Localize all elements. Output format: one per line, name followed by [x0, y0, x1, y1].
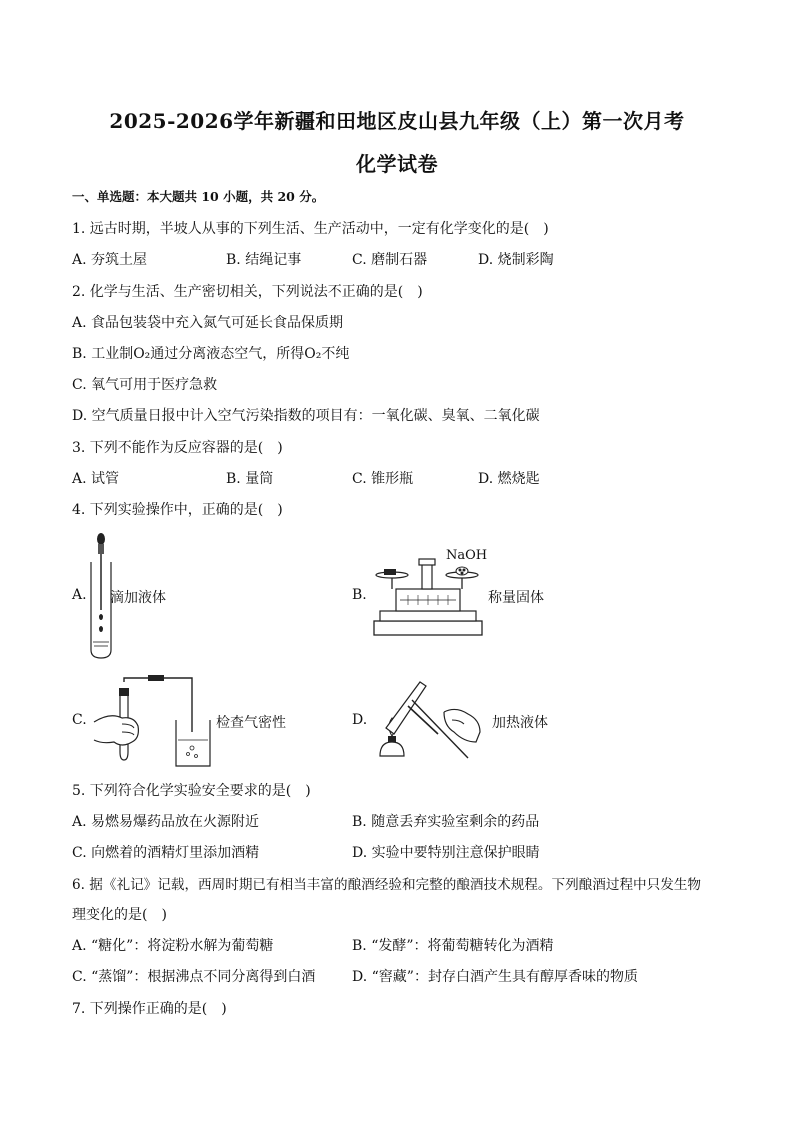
q6-option-a: A. “糖化”：将淀粉水解为葡萄糖	[72, 938, 274, 954]
q4-option-a-label: 滴加液体	[110, 590, 166, 606]
q1-option-a: A. 夯筑土屋	[72, 252, 148, 268]
q5-option-a: A. 易燃易爆药品放在火源附近	[72, 814, 260, 830]
exam-title-line1: 2025-2026学年新疆和田地区皮山县九年级（上）第一次月考	[109, 109, 685, 133]
q4-option-b-letter: B.	[352, 587, 367, 603]
q5-option-c: C. 向燃着的酒精灯里添加酒精	[72, 845, 260, 861]
q6-option-d: D. “窖藏”：封存白酒产生具有醇厚香味的物质	[352, 969, 638, 985]
q3-option-d: D. 燃烧匙	[478, 471, 540, 487]
question-6-stem-line2: 理变化的是( )	[72, 907, 167, 923]
q1-option-c: C. 磨制石器	[352, 252, 428, 268]
q4-option-d-letter: D.	[352, 712, 368, 728]
q2-option-d: D. 空气质量日报中计入空气污染指数的项目有：一氧化碳、臭氧、二氧化碳	[72, 408, 540, 424]
q2-option-b: B. 工业制O₂通过分离液态空气，所得O₂不纯	[72, 346, 350, 362]
question-3-stem: 3. 下列不能作为反应容器的是( )	[72, 440, 283, 456]
question-6-stem-line1: 6. 据《礼记》记载，西周时期已有相当丰富的酿酒经验和完整的酿酒技术规程。下列酿酒过程中只发生物	[72, 877, 702, 893]
q4-option-c-letter: C.	[72, 712, 87, 728]
question-2-stem: 2. 化学与生活、生产密切相关，下列说法不正确的是( )	[72, 284, 423, 300]
q6-option-c: C. “蒸馏”：根据沸点不同分离得到白酒	[72, 969, 316, 985]
heating-liquid-figure	[368, 676, 486, 768]
q4-option-c-label: 检查气密性	[216, 715, 286, 731]
q5-option-b: B. 随意丢弃实验室剩余的药品	[352, 814, 540, 830]
q3-option-a: A. 试管	[72, 471, 120, 487]
question-1-stem: 1. 远古时期，半坡人从事的下列生活、生产活动中，一定有化学变化的是( )	[72, 221, 549, 237]
q1-option-b: B. 结绳记事	[226, 252, 302, 268]
q3-option-b: B. 量筒	[226, 471, 274, 487]
question-5-stem: 5. 下列符合化学实验安全要求的是( )	[72, 783, 311, 799]
q6-option-b: B. “发酵”：将葡萄糖转化为酒精	[352, 938, 554, 954]
section-heading: 一、单选题：本大题共 10 小题，共 20 分。	[72, 189, 325, 204]
q2-option-c: C. 氧气可用于医疗急救	[72, 377, 218, 393]
q3-option-c: C. 锥形瓶	[352, 471, 414, 487]
q2-option-a: A. 食品包装袋中充入氮气可延长食品保质期	[72, 315, 344, 331]
q4-option-a-letter: A.	[72, 587, 87, 603]
q1-option-d: D. 烧制彩陶	[478, 252, 554, 268]
q4-option-b-label: 称量固体	[488, 590, 544, 606]
airtightness-check-figure	[92, 672, 217, 772]
exam-title-line2: 化学试卷	[356, 152, 438, 176]
q4-option-d-label: 加热液体	[492, 715, 548, 731]
question-4-stem: 4. 下列实验操作中，正确的是( )	[72, 502, 283, 518]
question-7-stem: 7. 下列操作正确的是( )	[72, 1001, 227, 1017]
naoh-label: NaOH	[446, 548, 488, 563]
q5-option-d: D. 实验中要特别注意保护眼睛	[352, 845, 540, 861]
